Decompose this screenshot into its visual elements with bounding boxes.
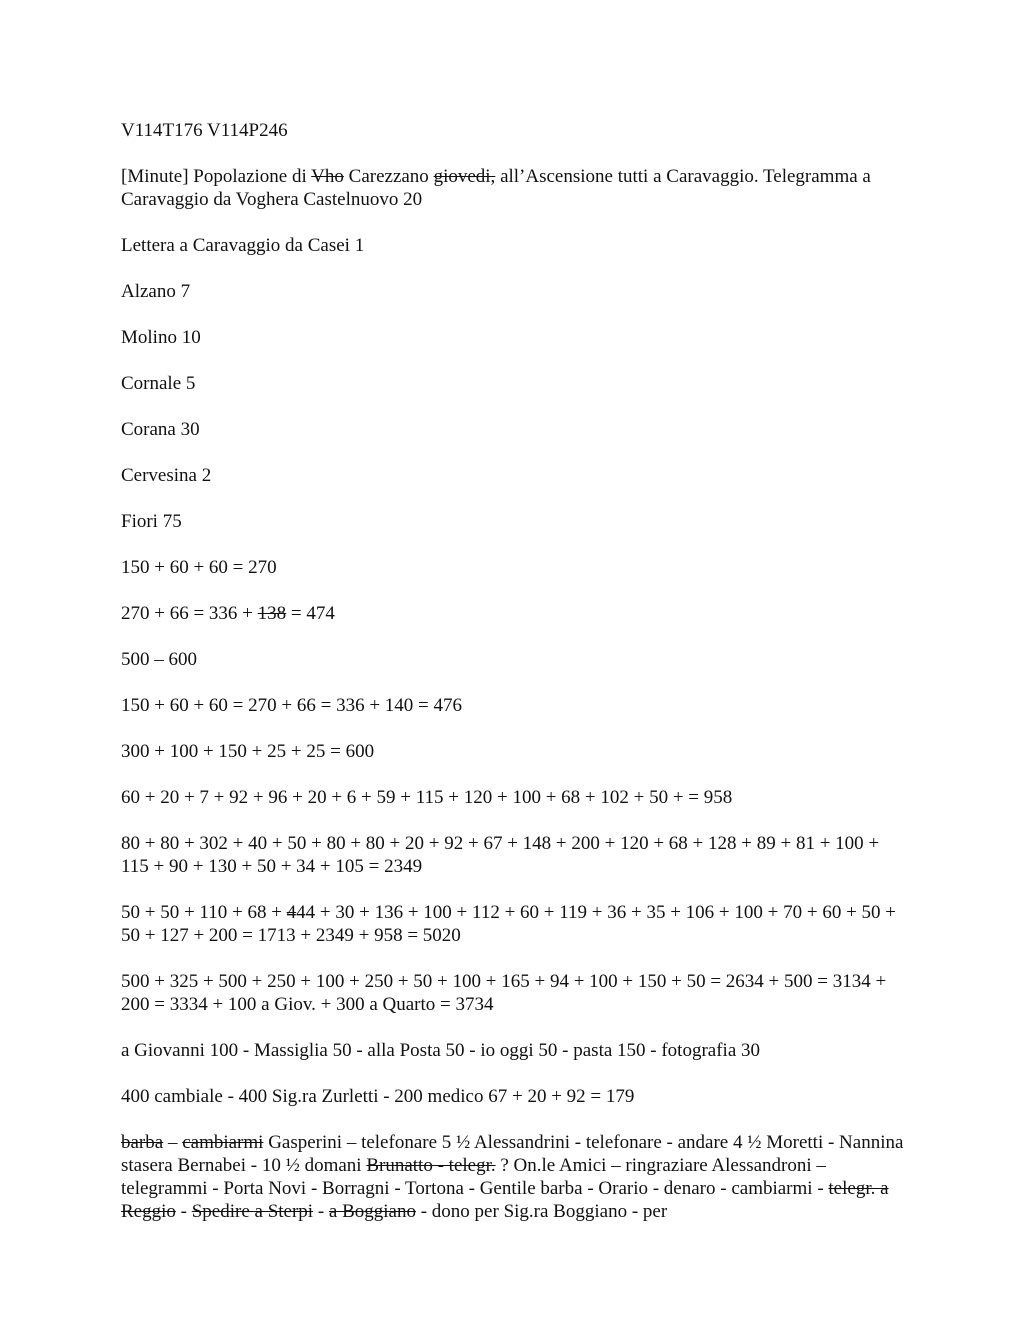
calculation-paragraph	[121, 970, 911, 1016]
place-entry: Cervesina 2	[121, 465, 212, 486]
place-line	[121, 326, 911, 349]
place-entry: Corana 30	[121, 419, 200, 440]
place-line	[121, 372, 911, 395]
lettera-line	[121, 234, 911, 257]
document-page	[121, 119, 911, 1246]
place-line	[121, 464, 911, 487]
calculation-text: 80 + 80 + 302 + 40 + 50 + 80 + 80 + 20 + 92 + 67 + 148 + 200 + 120 + 68 + 128 + 89 + 81 + 100 + 115 + 90 + 130 + 50 + 34 + 105 = 2349	[121, 833, 880, 877]
minute-text: all’Ascensione tutti a Caravaggio. Telegramma a Caravaggio da Voghera Castelnuovo 20	[121, 166, 871, 210]
place-line	[121, 510, 911, 533]
todo-text: -	[175, 1201, 192, 1222]
todo-text: –	[163, 1132, 183, 1153]
todo-text: -	[313, 1201, 329, 1222]
calculation-text: 500 – 600	[121, 649, 197, 670]
place-line	[121, 280, 911, 303]
calculation-line	[121, 694, 911, 717]
calculation-text: 300 + 100 + 150 + 25 + 25 = 600	[121, 741, 375, 762]
calculation-text: 500 + 325 + 500 + 250 + 100 + 250 + 50 + 100 + 165 + 94 + 100 + 150 + 50 = 2634 + 500 = 3134 + 200 = 3334 + 100 a Giov. + 300 a Quarto = 3734	[121, 971, 887, 1015]
calculation-line	[121, 602, 911, 625]
calculation-paragraph	[121, 901, 911, 947]
calculation-text: 50 + 50 + 110 + 68 +	[121, 902, 287, 923]
struck-text: Vho	[311, 166, 344, 187]
document-id-line	[121, 119, 911, 142]
struck-text: 4	[286, 902, 297, 923]
lettera-text: Lettera a Caravaggio da Casei 1	[121, 235, 365, 256]
calculation-line	[121, 786, 911, 809]
minute-paragraph	[121, 165, 911, 211]
calculation-line	[121, 648, 911, 671]
place-entry: Molino 10	[121, 327, 201, 348]
todo-paragraph	[121, 1131, 911, 1223]
expenses-text: 400 cambiale - 400 Sig.ra Zurletti - 200 medico 67 + 20 + 92 = 179	[121, 1086, 635, 1107]
minute-text: [Minute] Popolazione di	[121, 166, 312, 187]
todo-text: ? On.le Amici – ringraziare Alessandroni – telegrammi - Porta Novi - Borragni - Tortona - Gentile barba - Orario - denaro - cambiarmi -	[121, 1155, 829, 1199]
calculation-text: 150 + 60 + 60 = 270 + 66 = 336 + 140 = 476	[121, 695, 463, 716]
expenses-line	[121, 1085, 911, 1108]
expenses-line	[121, 1039, 911, 1062]
calculation-line	[121, 556, 911, 579]
struck-text: giovedi,	[433, 166, 496, 187]
calculation-text: 270 + 66 = 336 +	[121, 603, 258, 624]
place-line	[121, 418, 911, 441]
expenses-text: a Giovanni 100 - Massiglia 50 - alla Posta 50 - io oggi 50 - pasta 150 - fotografia 30	[121, 1040, 761, 1061]
calculation-line	[121, 740, 911, 763]
struck-text: Spedire a Sterpi	[191, 1201, 314, 1222]
minute-text: Carezzano	[343, 166, 434, 187]
place-entry: Fiori 75	[121, 511, 182, 532]
struck-text: Brunatto - telegr.	[366, 1155, 496, 1176]
struck-text: 138	[257, 603, 287, 624]
place-entry: Alzano 7	[121, 281, 191, 302]
calculation-text: 150 + 60 + 60 = 270	[121, 557, 277, 578]
calculation-paragraph	[121, 832, 911, 878]
document-ids: V114T176 V114P246	[121, 120, 288, 141]
calculation-text: 44 + 30 + 136 + 100 + 112 + 60 + 119 + 36 + 35 + 106 + 100 + 70 + 60 + 50 + 50 + 127 + 200 = 1713 + 2349 + 958 = 5020	[121, 902, 897, 946]
place-entry: Cornale 5	[121, 373, 196, 394]
struck-text: a Boggiano	[328, 1201, 416, 1222]
todo-text: Gasperini – telefonare 5 ½ Alessandrini - telefonare - andare 4 ½ Moretti - Nannina stasera Bernabei - 10 ½ domani	[121, 1132, 904, 1176]
struck-text: barba	[121, 1132, 164, 1153]
struck-text: cambiarmi	[182, 1132, 264, 1153]
todo-text: - dono per Sig.ra Boggiano - per	[415, 1201, 668, 1222]
calculation-text: 60 + 20 + 7 + 92 + 96 + 20 + 6 + 59 + 115 + 120 + 100 + 68 + 102 + 50 + = 958	[121, 787, 733, 808]
struck-text: telegr. a Reggio	[121, 1178, 889, 1222]
calculation-text: = 474	[286, 603, 335, 624]
